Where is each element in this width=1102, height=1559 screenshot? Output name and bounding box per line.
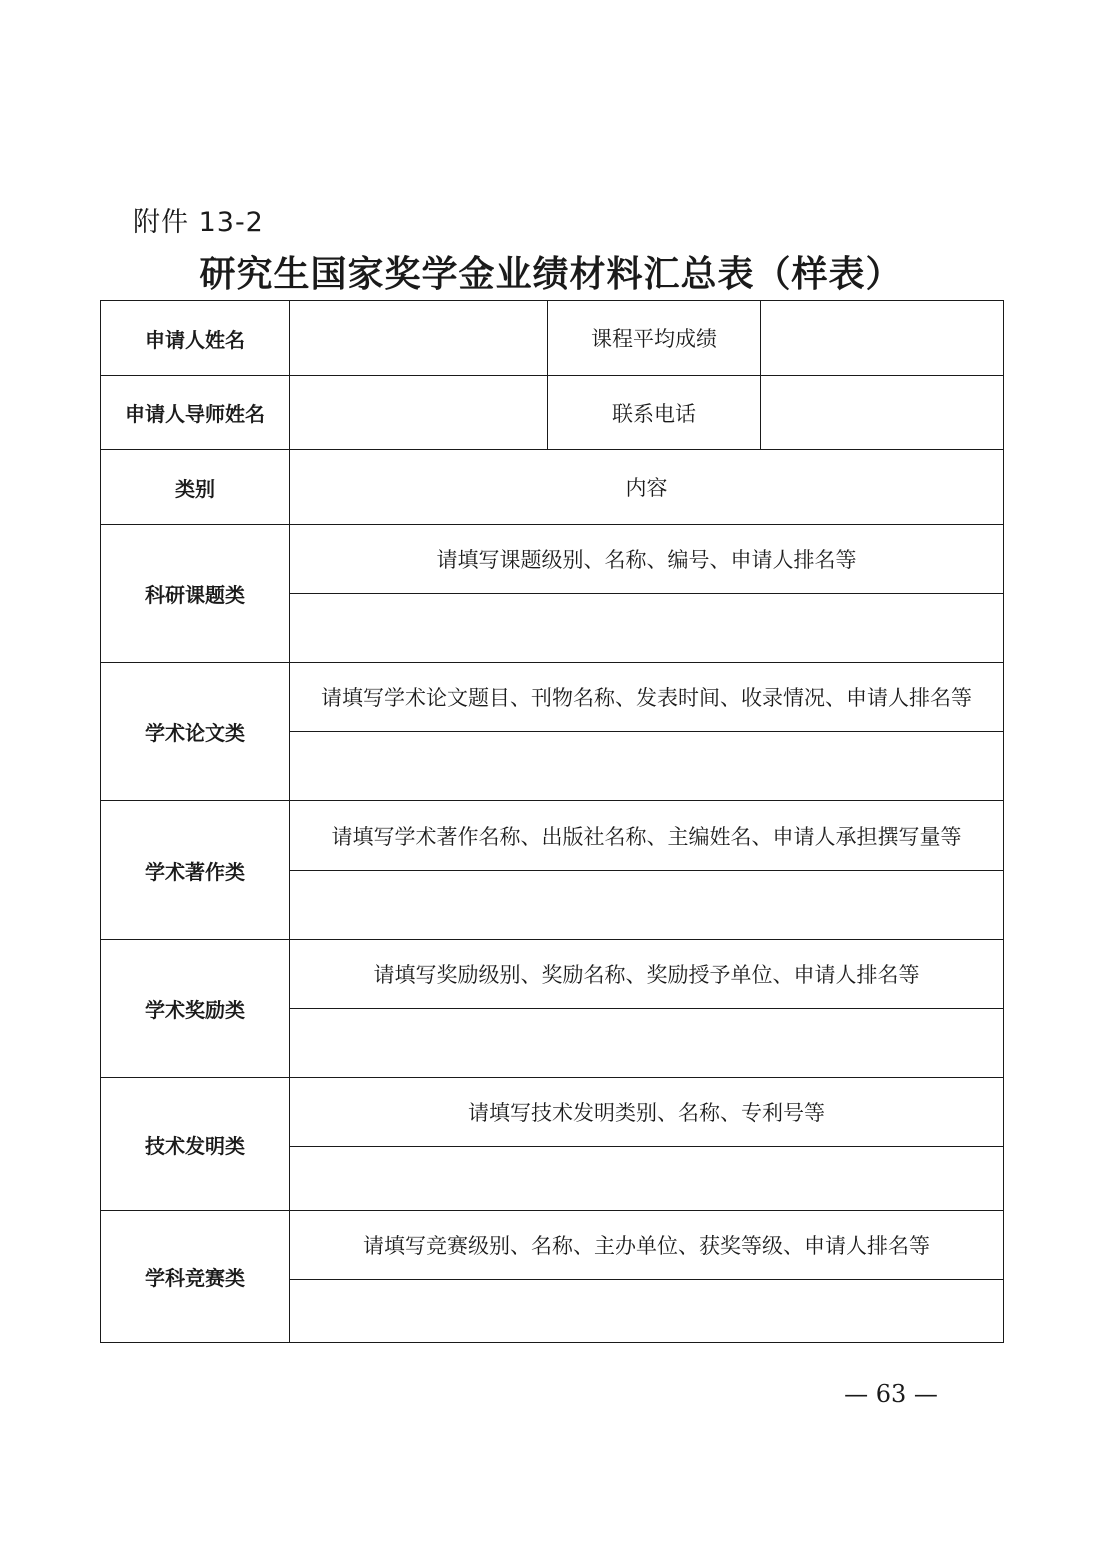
category-row	[101, 801, 1004, 871]
header-row	[101, 450, 1004, 525]
summary-table	[100, 300, 1004, 1343]
category-name-awards: 学术奖励类	[101, 940, 290, 1078]
category-row	[101, 940, 1004, 1009]
category-header: 类别	[101, 450, 290, 525]
category-hint: 请填写课题级别、名称、编号、申请人排名等	[290, 525, 1004, 594]
category-name-research-projects: 科研课题类	[101, 525, 290, 663]
category-hint: 请填写学术著作名称、出版社名称、主编姓名、申请人承担撰写量等	[290, 801, 1004, 871]
category-entry-field[interactable]	[290, 594, 1004, 663]
category-entry-field[interactable]	[290, 871, 1004, 940]
category-hint: 请填写学术论文题目、刊物名称、发表时间、收录情况、申请人排名等	[290, 663, 1004, 732]
category-name-papers: 学术论文类	[101, 663, 290, 801]
advisor-name-field[interactable]	[290, 376, 548, 450]
category-hint: 请填写技术发明类别、名称、专利号等	[290, 1078, 1004, 1147]
category-name-inventions: 技术发明类	[101, 1078, 290, 1211]
content-header: 内容	[290, 450, 1004, 525]
category-row	[101, 525, 1004, 594]
category-hint: 请填写奖励级别、奖励名称、奖励授予单位、申请人排名等	[290, 940, 1004, 1009]
category-entry-field[interactable]	[290, 732, 1004, 801]
category-entry-field[interactable]	[290, 1009, 1004, 1078]
applicant-name-field[interactable]	[290, 301, 548, 376]
info-row	[101, 376, 1004, 450]
category-name-monographs: 学术著作类	[101, 801, 290, 940]
category-hint: 请填写竞赛级别、名称、主办单位、获奖等级、申请人排名等	[290, 1211, 1004, 1280]
category-row	[101, 663, 1004, 732]
info-row	[101, 301, 1004, 376]
attachment-label: 附件 13-2	[133, 207, 264, 238]
document-title: 研究生国家奖学金业绩材料汇总表（样表）	[199, 253, 903, 295]
category-entry-field[interactable]	[290, 1147, 1004, 1211]
gpa-field[interactable]	[761, 301, 1004, 376]
phone-field[interactable]	[761, 376, 1004, 450]
page-number: — 63 —	[844, 1380, 938, 1408]
category-row	[101, 1078, 1004, 1147]
gpa-label: 课程平均成绩	[548, 301, 761, 376]
advisor-name-label: 申请人导师姓名	[101, 376, 290, 450]
category-row	[101, 1211, 1004, 1280]
category-entry-field[interactable]	[290, 1280, 1004, 1343]
phone-label: 联系电话	[548, 376, 761, 450]
applicant-name-label: 申请人姓名	[101, 301, 290, 376]
category-name-competitions: 学科竞赛类	[101, 1211, 290, 1343]
